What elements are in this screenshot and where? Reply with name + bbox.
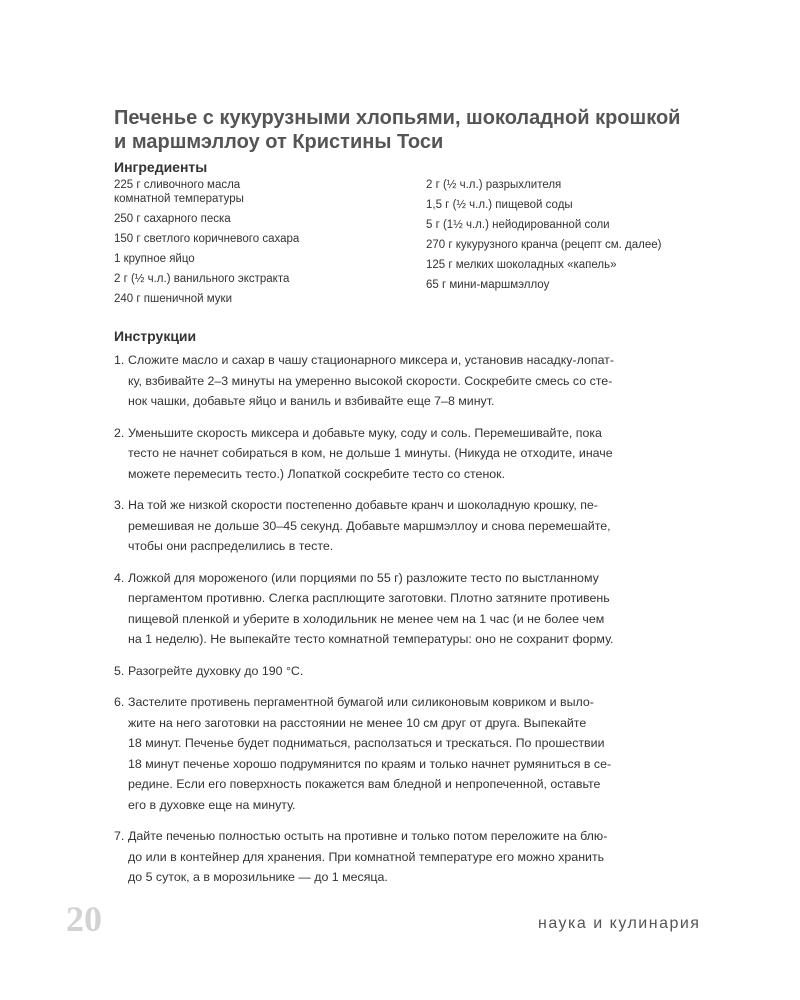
step-text <box>128 350 709 412</box>
step-text-line: Уменьшите скорость миксера и добавьте муку, соду и соль. Перемешивайте, пока <box>128 425 602 440</box>
recipe-title-line-1: Печенье с кукурузными хлопьями, шоколадной крошкой <box>114 107 681 129</box>
ingredient-item: 150 г светлого коричневого сахара <box>114 233 300 245</box>
instruction-step <box>114 495 709 557</box>
step-text-line: Дайте печенью полностью остыть на противне и только потом переложите на блю- <box>128 829 608 843</box>
running-head: наука и кулинария <box>538 915 701 932</box>
step-text-line: На той же низкой скорости постепенно добавьте кранч и шоколадную крошку, пе- <box>128 498 598 512</box>
step-number: 4. <box>114 570 125 585</box>
step-number: 5. <box>114 663 125 678</box>
recipe-title <box>114 106 714 154</box>
ingredient-item: 225 г сливочного масла <box>114 179 241 191</box>
instruction-step <box>114 350 709 412</box>
ingredient-item: 5 г (1½ ч.л.) нейодированной соли <box>426 219 610 231</box>
step-number: 7. <box>114 829 125 843</box>
ingredients-right-column <box>426 178 726 298</box>
step-text <box>128 661 709 682</box>
step-text <box>128 568 709 650</box>
instruction-step <box>114 423 709 485</box>
recipe-title-line-2: и маршмэллоу от Кристины Тоси <box>114 131 444 153</box>
instruction-step <box>114 826 709 888</box>
step-text-line: ремешивая не дольше 30–45 секунд. Добавьте маршмэллоу и снова перемешайте, <box>128 518 611 533</box>
step-text <box>128 826 709 888</box>
ingredients-left-column <box>114 178 404 312</box>
step-text-line: ку, взбивайте 2–3 минуты на умеренно высокой скорости. Соскребите смесь со сте- <box>128 373 613 388</box>
ingredients-heading: Ингредиенты <box>114 159 208 175</box>
step-text-line: его в духовке еще на минуту. <box>128 797 296 812</box>
ingredient-item: 1 крупное яйцо <box>114 253 195 265</box>
step-text-line: 18 минут печенье хорошо подрумянится по краям и только начнет румяниться в се- <box>128 756 612 771</box>
step-text-line: можете перемесить тесто.) Лопаткой соскребите тесто со стенок. <box>128 466 506 481</box>
ingredient-item: комнатной температуры <box>114 193 244 205</box>
step-text <box>128 495 709 557</box>
instruction-step <box>114 692 709 815</box>
step-text-line: тесто не начнет собираться в ком, не дольше 1 минуты. (Никуда не отходите, иначе <box>128 446 613 460</box>
ingredient-item: 2 г (½ ч.л.) ванильного экстракта <box>114 273 290 285</box>
ingredient-item: 1,5 г (½ ч.л.) пищевой соды <box>426 199 573 211</box>
step-text-line: Сложите масло и сахар в чашу стационарного миксера и, установив насадку-лопат- <box>128 353 614 367</box>
step-text-line: Разогрейте духовку до 190 °C. <box>128 663 304 678</box>
instruction-step <box>114 568 709 650</box>
ingredient-item: 2 г (½ ч.л.) разрыхлителя <box>426 179 562 191</box>
ingredient-item: 65 г мини-маршмэллоу <box>426 279 550 291</box>
step-text-line: чтобы они распределились в тесте. <box>128 539 334 553</box>
step-text-line: пищевой пленкой и уберите в холодильник не менее чем на 1 час (и не более чем <box>128 611 605 626</box>
step-text-line: Ложкой для мороженого (или порциями по 55 г) разложите тесто по выстланному <box>128 570 599 585</box>
step-text-line: пергаментом противню. Слегка расплющите заготовки. Плотно затяните противень <box>128 591 610 605</box>
page-number: 20 <box>66 899 102 939</box>
ingredient-item: 125 г мелких шоколадных «капель» <box>426 259 617 271</box>
step-text-line: до или в контейнер для хранения. При комнатной температуре его можно хранить <box>128 849 605 864</box>
step-number: 3. <box>114 498 125 512</box>
step-text-line: до 5 суток, а в морозильнике — до 1 месяца. <box>128 870 388 884</box>
step-text-line: 18 минут. Печенье будет подниматься, расползаться и трескаться. По прошествии <box>128 736 605 750</box>
ingredient-item: 270 г кукурузного кранча (рецепт см. далее) <box>426 239 662 251</box>
step-text-line: нок чашки, добавьте яйцо и ваниль и взбивайте еще 7–8 минут. <box>128 394 495 408</box>
instructions-heading: Инструкции <box>114 328 197 344</box>
ingredient-item: 250 г сахарного песка <box>114 213 231 225</box>
ingredient-item: 240 г пшеничной муки <box>114 293 232 305</box>
instruction-steps <box>114 350 709 899</box>
step-number: 2. <box>114 425 125 440</box>
step-text <box>128 423 709 485</box>
instruction-step <box>114 661 709 682</box>
step-number: 6. <box>114 695 125 709</box>
step-text-line: Застелите противень пергаментной бумагой или силиконовым ковриком и выло- <box>128 695 594 709</box>
step-text-line: жите на него заготовки на расстоянии не менее 10 см друг от друга. Выпекайте <box>128 715 587 730</box>
step-text <box>128 692 709 815</box>
step-number: 1. <box>114 353 125 367</box>
step-text-line: на 1 неделю). Не выпекайте тесто комнатной температуры: оно не сохранит форму. <box>128 632 614 646</box>
step-text-line: редине. Если его поверхность покажется вам бледной и непропеченной, оставьте <box>128 777 601 791</box>
